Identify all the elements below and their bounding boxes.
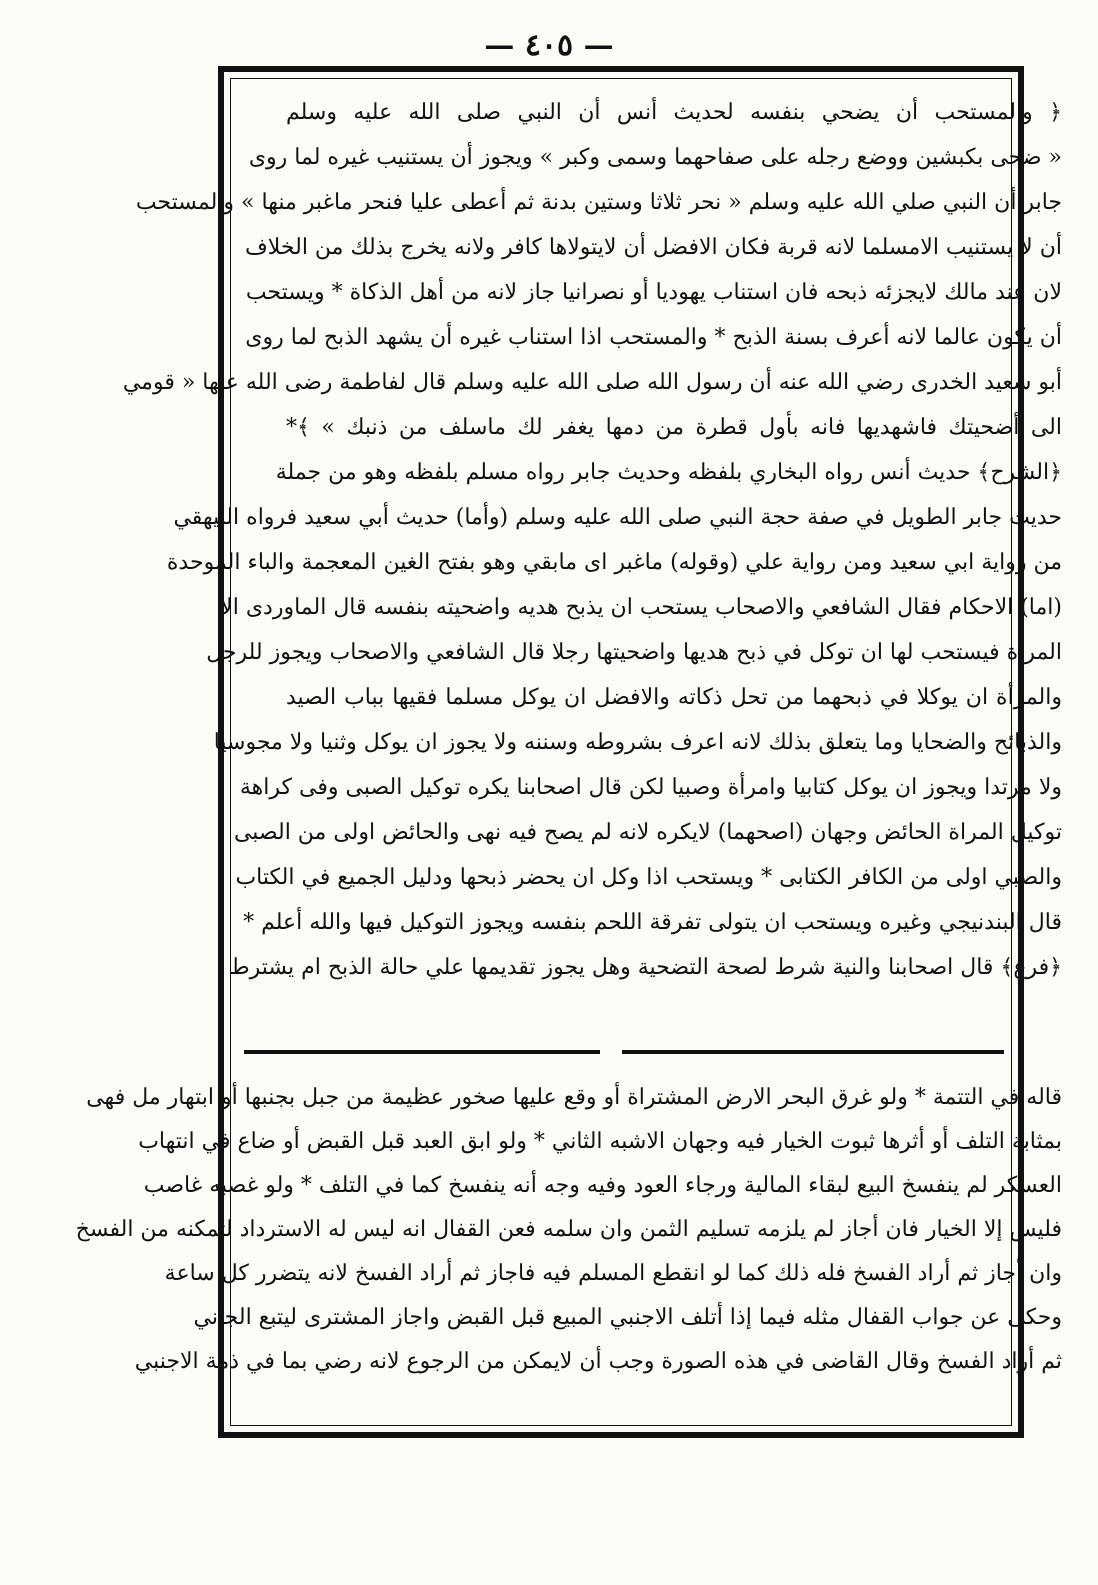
footnote-divider-left: [244, 1050, 600, 1054]
main-line: والمرأة ان يوكلا في ذبحهما من تحل ذكاته والافضل ان يوكل مسلما فقيها بباب الصيد: [286, 685, 1062, 710]
main-line: حديث جابر الطويل في صفة حجة النبي صلى الله عليه وسلم (وأما) حديث أبي سعيد فرواه البيهقي: [173, 505, 1062, 530]
main-line: (اما) الاحكام فقال الشافعي والاصحاب يستحب ان يذبح هديه واضحيته بنفسه قال الماوردى الا: [220, 595, 1062, 620]
main-line: ولا مرتدا ويجوز ان يوكل كتابيا وامرأة وصبيا لكن قال اصحابنا يكره توكيل الصبى وفى كراهة: [239, 775, 1062, 800]
footnote-line: ثم أراد الفسخ وقال القاضى في هذه الصورة وجب أن لايمكن من الرجوع لانه رضي بما في ذمة الاجنبي: [134, 1349, 1062, 1374]
main-line: توكيل المراة الحائض وجهان (اصحهما) لايكره لانه لم يصح فيه نهى والحائض اولى من الصبى: [233, 820, 1062, 845]
main-line: المراة فيستحب لها ان توكل في ذبح هديها واضحيتها رجلا قال الشافعي والاصحاب ويجوز للرجل: [206, 640, 1062, 665]
page-number: — ٤٠٥ —: [484, 28, 614, 63]
footnote-line: وان أجاز ثم أراد الفسخ فله ذلك كما لو انقطع المسلم فيه فاجاز ثم أراد الفسخ لانه يتضرر كل ساعة: [164, 1261, 1062, 1286]
main-line: أن لا يستنيب الامسلما لانه قربة فكان الافضل أن لايتولاها كافر ولانه يخرج بذلك من الخلاف: [244, 235, 1062, 260]
main-line: أبو سعيد الخدرى رضي الله عنه أن رسول الله صلى الله عليه وسلم قال لفاطمة رضى الله عنها « قومي: [122, 370, 1062, 395]
main-line: ﴿فرع﴾ قال اصحابنا والنية شرط لصحة التضحية وهل يجوز تقديمها علي حالة الذبح ام يشترط: [229, 955, 1062, 980]
footnote-divider-right: [622, 1050, 1004, 1054]
footnote-line: فليس إلا الخيار فان أجاز لم يلزمه تسليم الثمن وان سلمه فعن القفال انه ليس له الاسترداد لتمكنه من الفسخ: [75, 1217, 1062, 1242]
footnote-line: العسكر لم ينفسخ البيع لبقاء المالية ورجاء العود وفيه وجه أنه ينفسخ كما في التلف * ولو غصبه غاصب: [143, 1173, 1062, 1198]
main-line: من رواية ابي سعيد ومن رواية علي (وقوله) ماغبر اى مابقي وهو بفتح الغين المعجمة والباء الموحدة: [166, 550, 1062, 575]
footnote-line: بمثابة التلف أو أثرها ثبوت الخيار فيه وجهان الاشبه الثاني * ولو ابق العبد قبل القبض أو ضاع في انتهاب: [138, 1129, 1062, 1154]
main-line: ﴿ والمستحب أن يضحي بنفسه لحديث أنس أن النبي صلى الله عليه وسلم: [286, 100, 1062, 125]
main-line: والذبائح والضحايا وما يتعلق بذلك لانه اعرف بشروطه وسننه ولا يجوز ان يوكل وثنيا ولا مجوسيا: [213, 730, 1062, 755]
main-line: والصبي اولى من الكافر الكتابى * ويستحب اذا وكل ان يحضر ذبحها ودليل الجميع في الكتاب: [235, 865, 1062, 890]
main-line: جابر أن النبي صلي الله عليه وسلم « نحر ثلاثا وستين بدنة ثم أعطى عليا فنحر ماغبر منها » والمستحب: [135, 190, 1062, 215]
main-text: [122, 90, 1062, 990]
main-line: الى أضحيتك فاشهديها فانه بأول قطرة من دمها يغفر لك ماسلف من ذنبك » ﴾*: [286, 415, 1062, 440]
footnote-line: وحكى عن جواب القفال مثله فيما إذا أتلف الاجنبي المبيع قبل القبض واجاز المشترى ليتبع الجاني: [193, 1305, 1062, 1330]
footnote-line: قاله في التتمة * ولو غرق البحر الارض المشتراة أو وقع عليها صخور عظيمة من جبل بجنبها أو ابتهار مل فهى: [86, 1085, 1062, 1110]
footnote-text: [75, 1076, 1062, 1384]
main-line: قال البندنيجي وغيره ويستحب ان يتولى تفرقة اللحم بنفسه ويجوز التوكيل فيها والله أعلم *: [243, 910, 1062, 935]
main-line: أن يكون عالما لانه أعرف بسنة الذبح * والمستحب اذا استناب غيره أن يشهد الذبح لما روى: [245, 325, 1062, 350]
main-line: ﴿الشرح﴾ حديث أنس رواه البخاري بلفظه وحديث جابر رواه مسلم بلفظه وهو من جملة: [275, 460, 1062, 485]
main-line: « ضحى بكبشين ووضع رجله على صفاحهما وسمى وكبر » ويجوز أن يستنيب غيره لما روى: [248, 145, 1062, 170]
main-line: لان عند مالك لايجزئه ذبحه فان استناب يهوديا أو نصرانيا جاز لانه من أهل الذكاة * ويستحب: [245, 280, 1062, 305]
